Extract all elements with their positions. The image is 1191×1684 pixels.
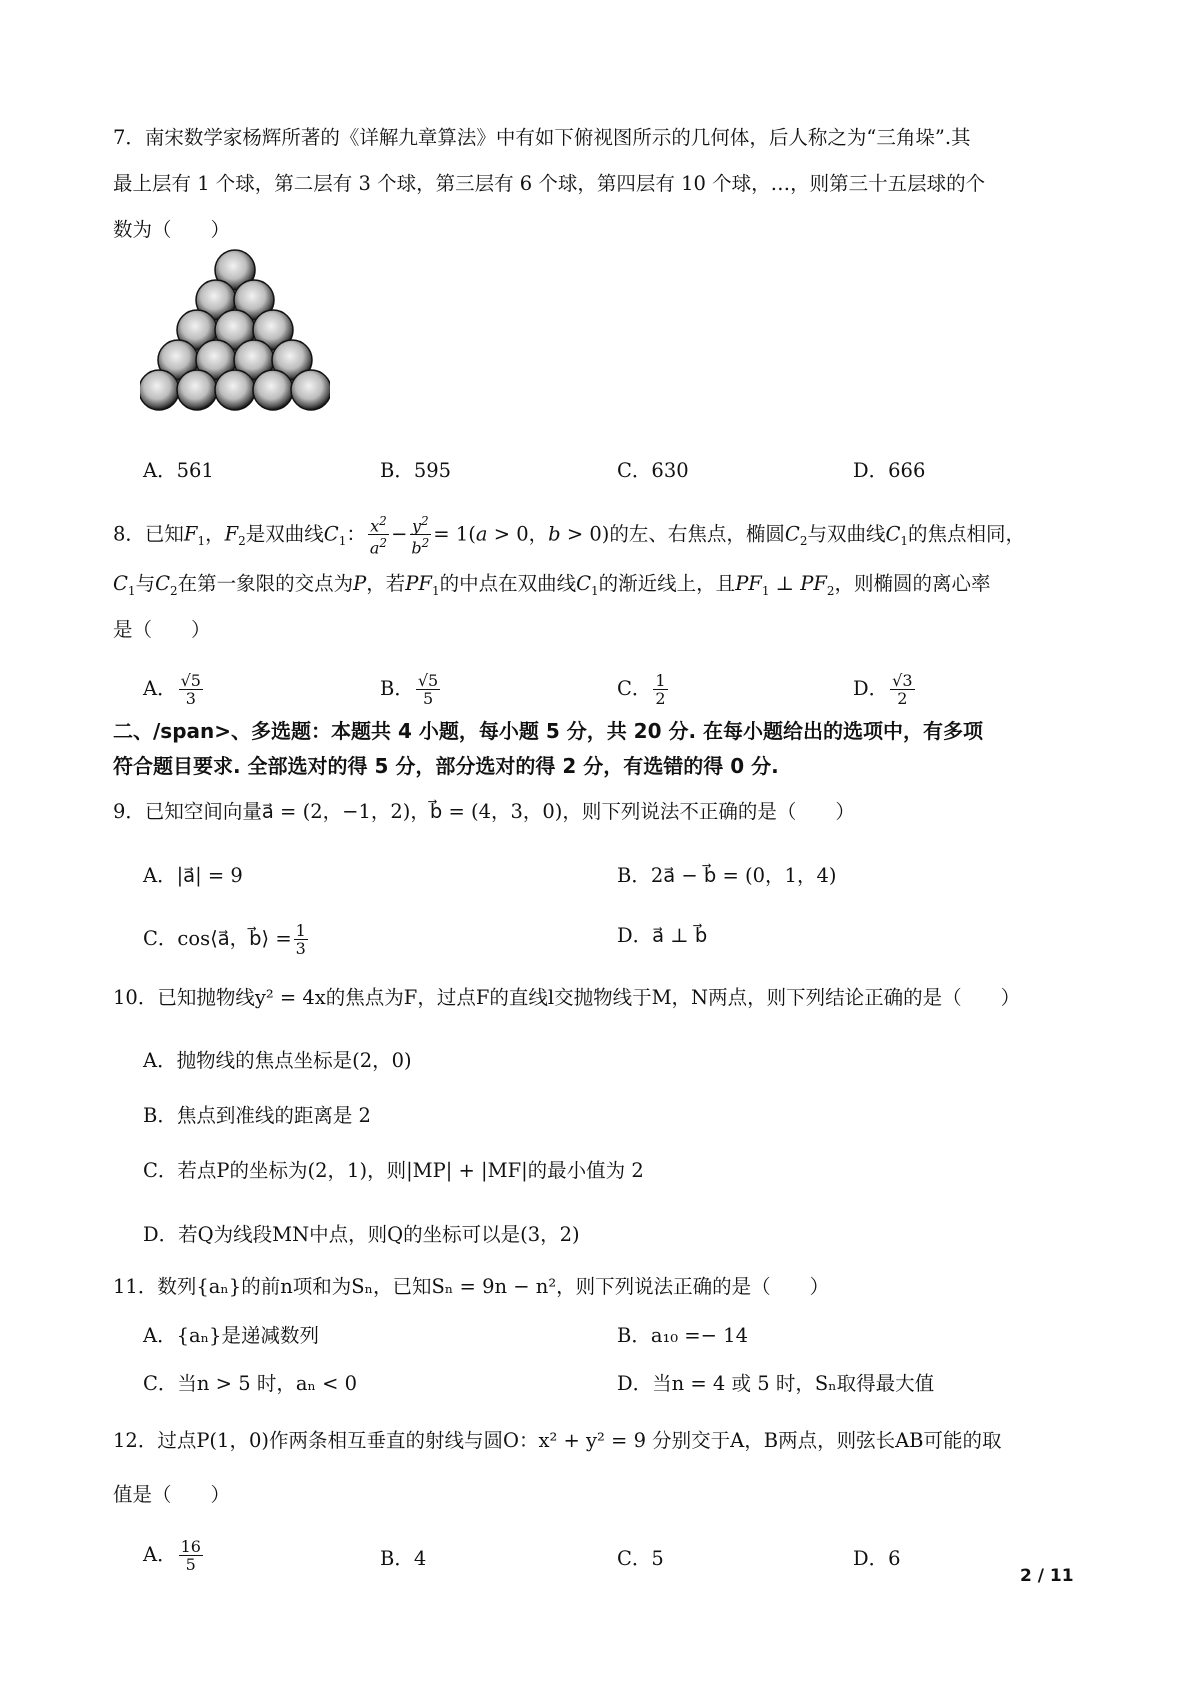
q7-option-d: D．666: [853, 459, 926, 482]
q11-option-b: B．a₁₀ =− 14: [617, 1324, 748, 1347]
section2-line2: 符合题目要求. 全部选对的得 5 分，部分选对的得 2 分，有选错的得 0 分.: [113, 754, 779, 778]
q10-stem: 10．已知抛物线y² = 4x的焦点为F，过点F的直线l交抛物线于M，N两点，则下列结论正确的是（ ）: [113, 986, 1021, 1009]
section2-line1: 二、/span>、多选题：本题共 4 小题，每小题 5 分，共 20 分. 在每小题给出的选项中，有多项: [113, 719, 984, 743]
q8-line2-f: ，则椭圆的离心率: [834, 572, 991, 595]
pile-ball: [177, 370, 217, 410]
q8-line2-e: 的渐近线上，且: [598, 572, 736, 595]
q10-option-d: D．若Q为线段MN中点，则Q的坐标可以是(3，2): [143, 1223, 580, 1246]
q7-option-c: C．630: [617, 459, 689, 482]
q12-option-c: C．5: [617, 1547, 664, 1570]
pile-ball: [253, 370, 293, 410]
q11-option-c: C．当n > 5 时，aₙ < 0: [143, 1372, 358, 1395]
q7-option-b: B．595: [380, 459, 452, 482]
q8-line1: 8．已知$F_1$，$F_2$是双曲线$C_1$： $\frac{x^2}{a^2}$ − $\frac{y^2}{b^2}$ = 1(a > 0，b > 0)的左、右焦点，椭圆$C_2$与双曲线$C_1$的焦点相同，: [113, 514, 1026, 558]
q11-stem: 11．数列{aₙ}的前n项和为Sₙ，已知Sₙ = 9n − n²，则下列说法正确的是（ ）: [113, 1275, 830, 1298]
q12-option-d: D．6: [853, 1547, 901, 1570]
q9-stem: 9．已知空间向量a⃗ = (2，−1，2)，b⃗ = (4，3，0)，则下列说法不正确的是（ ）: [113, 800, 855, 823]
pile-ball: [215, 370, 255, 410]
q8-option-b: B． $\frac{√5}{5}$: [380, 671, 439, 708]
q10-option-c: C．若点P的坐标为(2，1)，则|MP| + |MF|的最小值为 2: [143, 1159, 644, 1182]
pile-ball: [140, 370, 179, 410]
q8-text-d: 的焦点相同，: [908, 522, 1026, 546]
q10-option-b: B．焦点到准线的距离是 2: [143, 1104, 371, 1127]
q8-line2-c: ，若: [366, 572, 406, 595]
q12-line2: 值是（ ）: [113, 1483, 231, 1506]
q8-option-c: C． $\frac{1}{2}$: [617, 671, 666, 708]
q8-line2-a: 与: [135, 572, 156, 595]
q8-prefix: 8．已知: [113, 522, 184, 546]
q8-text-a: 是双曲线: [245, 522, 324, 546]
q12-line1: 12．过点P(1，0)作两条相互垂直的射线与圆O：x² + y² = 9 分别交于A，B两点，则弦长AB可能的取: [113, 1429, 1002, 1452]
q8-text-b: 的左、右焦点，椭圆: [609, 522, 785, 546]
q12-option-a: A． $\frac{16}{5}$: [143, 1537, 201, 1574]
q9-option-d: D．a⃗ ⊥ b⃗: [617, 924, 708, 947]
q11-option-d: D．当n = 4 或 5 时，Sₙ取得最大值: [617, 1372, 935, 1395]
q7-line3: 数为（ ）: [113, 218, 231, 241]
q9-option-b: B．2a⃗ − b⃗ = (0，1，4): [617, 864, 837, 887]
q8-line3: 是（ ）: [113, 618, 211, 641]
q7-option-a: A．561: [143, 459, 214, 482]
q7-line2: 最上层有 1 个球，第二层有 3 个球，第三层有 6 个球，第四层有 10 个球，…，则第三十五层球的个: [113, 172, 986, 195]
q12-option-b: B．4: [380, 1547, 427, 1570]
q8-option-a: A． $\frac{√5}{3}$: [143, 671, 201, 708]
q11-option-a: A．{aₙ}是递减数列: [143, 1324, 319, 1347]
q7-line1: 7．南宋数学家杨辉所著的《详解九章算法》中有如下俯视图所示的几何体，后人称之为“三角垛”.其: [113, 126, 971, 149]
q8-text-c: 与双曲线: [807, 522, 886, 546]
q8-line2: $C_1$与$C_2$在第一象限的交点为P，若$PF_1$的中点在双曲线$C_1$的渐近线上，且$PF_1$ ⊥ $PF_2$，则椭圆的离心率: [113, 572, 991, 598]
page-number: 2 / 11: [1020, 1566, 1074, 1586]
triangular-pile-figure: [140, 244, 330, 429]
q8-line2-d: 的中点在双曲线: [439, 572, 577, 595]
q8-option-d: D． $\frac{√3}{2}$: [853, 671, 913, 708]
q9-option-a: A．|a⃗| = 9: [143, 864, 243, 887]
q8-line2-b: 在第一象限的交点为: [177, 572, 354, 595]
q10-option-a: A．抛物线的焦点坐标是(2，0): [143, 1049, 412, 1072]
q9-option-c: C．cos⟨a⃗，b⃗⟩ = $\frac{1}{3}$: [143, 921, 306, 958]
pile-ball: [291, 370, 330, 410]
